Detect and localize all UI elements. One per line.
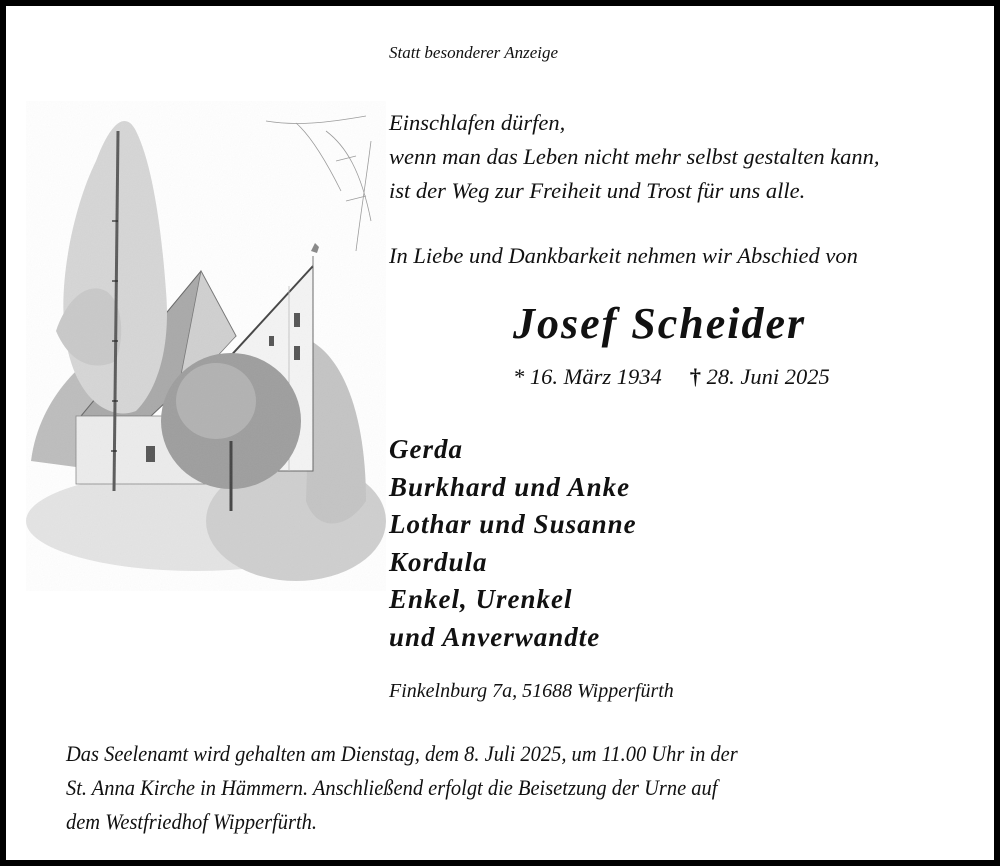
address: Finkelnburg 7a, 51688 Wipperfürth bbox=[389, 680, 674, 702]
church-illustration-icon bbox=[26, 101, 386, 591]
mourner: Kordula bbox=[389, 546, 488, 577]
deceased-name: Josef Scheider bbox=[513, 299, 807, 348]
poem-line: ist der Weg zur Freiheit und Trost für uns alle. bbox=[389, 178, 806, 203]
mourner: Lothar und Susanne bbox=[389, 509, 637, 539]
intro-text: In Liebe und Dankbarkeit nehmen wir Abschied von bbox=[389, 243, 858, 268]
mourner: Enkel, Urenkel bbox=[389, 584, 573, 614]
death-cross-icon: † bbox=[689, 364, 702, 389]
birth-star-icon: * bbox=[513, 364, 525, 389]
life-dates bbox=[513, 364, 830, 390]
mourner: Gerda bbox=[389, 434, 463, 464]
mourner: und Anverwandte bbox=[389, 621, 601, 652]
mourner: Burkhard und Anke bbox=[389, 471, 631, 502]
service-info bbox=[66, 737, 738, 839]
service-line: St. Anna Kirche in Hämmern. Anschließend erfolgt die Beisetzung der Urne auf bbox=[66, 775, 718, 800]
header-note: Statt besonderer Anzeige bbox=[389, 43, 559, 62]
service-line: Das Seelenamt wird gehalten am Dienstag, dem 8. Juli 2025, um 11.00 Uhr in der bbox=[66, 741, 738, 766]
mourners-list bbox=[389, 431, 637, 656]
birth-date: 16. März 1934 bbox=[529, 364, 662, 389]
poem-line: wenn man das Leben nicht mehr selbst gestalten kann, bbox=[389, 144, 880, 169]
death-date: 28. Juni 2025 bbox=[706, 364, 830, 389]
service-line: dem Westfriedhof Wipperfürth. bbox=[66, 809, 318, 834]
poem bbox=[389, 106, 880, 208]
poem-line: Einschlafen dürfen, bbox=[389, 110, 566, 135]
